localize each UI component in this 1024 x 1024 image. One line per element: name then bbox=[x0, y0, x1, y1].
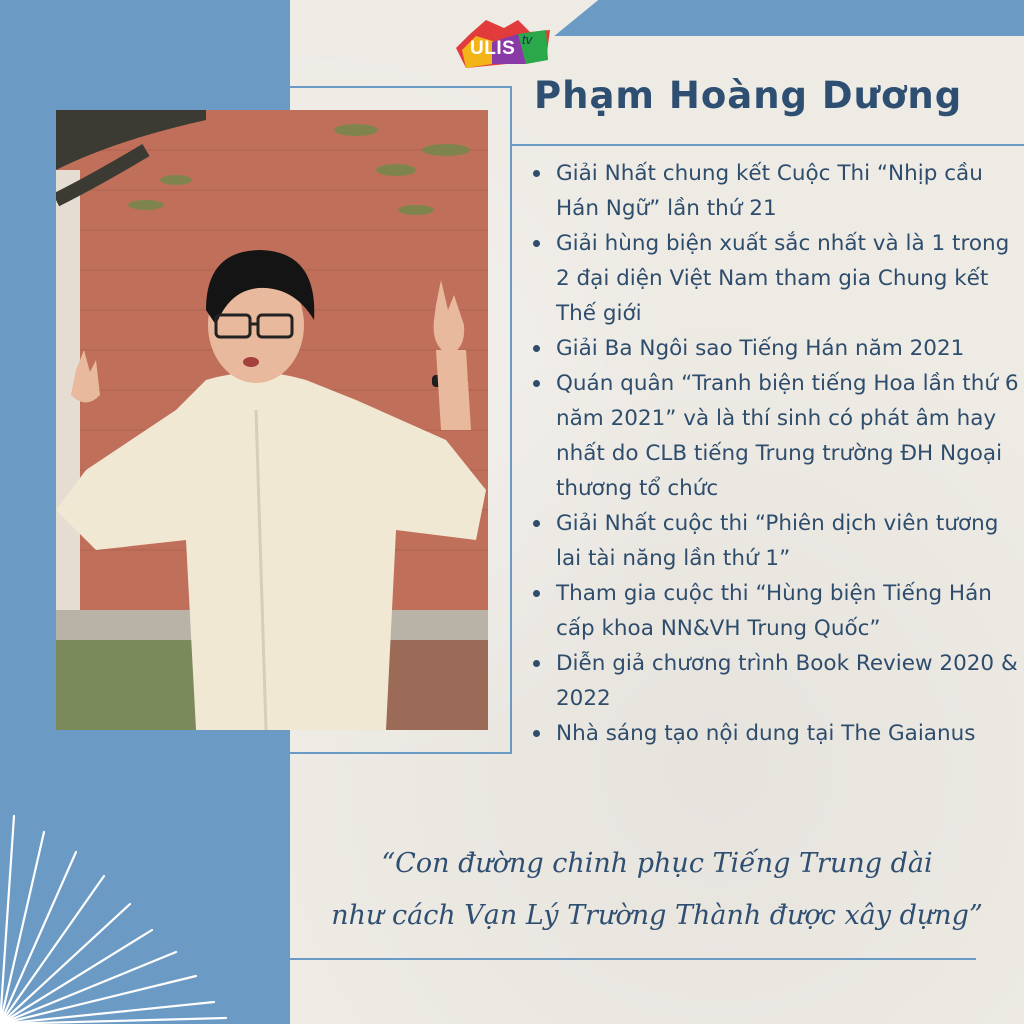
name-divider bbox=[512, 144, 1024, 146]
quote-line-2: như cách Vạn Lý Trường Thành được xây dựng” bbox=[331, 900, 983, 931]
ulis-tv-logo bbox=[456, 20, 558, 72]
logo-suffix: tv bbox=[522, 32, 533, 47]
achievement-item: Giải Nhất chung kết Cuộc Thi “Nhịp cầu Hán Ngữ” lần thứ 21 bbox=[530, 156, 1024, 226]
achievement-item: Quán quân “Tranh biện tiếng Hoa lần thứ 6 năm 2021” và là thí sinh có phát âm hay nhất do CLB tiếng Trung trường ĐH Ngoại thương tổ chức bbox=[530, 366, 1024, 506]
achievements-list bbox=[530, 156, 1024, 751]
quote-block bbox=[290, 838, 1024, 942]
achievement-item: Diễn giả chương trình Book Review 2020 & 2022 bbox=[530, 646, 1024, 716]
achievement-item: Giải hùng biện xuất sắc nhất và là 1 trong 2 đại diện Việt Nam tham gia Chung kết Thế giới bbox=[530, 226, 1024, 331]
achievement-item: Giải Ba Ngôi sao Tiếng Hán năm 2021 bbox=[530, 331, 1024, 366]
quote-divider bbox=[290, 958, 976, 960]
achievement-item: Giải Nhất cuộc thi “Phiên dịch viên tương lai tài năng lần thứ 1” bbox=[530, 506, 1024, 576]
achievement-item: Nhà sáng tạo nội dung tại The Gaianus bbox=[530, 716, 1024, 751]
profile-photo bbox=[56, 110, 488, 730]
profile-name: Phạm Hoàng Dương bbox=[534, 74, 963, 117]
quote-line-1: “Con đường chinh phục Tiếng Trung dài bbox=[381, 848, 933, 879]
sunburst-icon bbox=[0, 812, 230, 1024]
achievement-item: Tham gia cuộc thi “Hùng biện Tiếng Hán cấp khoa NN&VH Trung Quốc” bbox=[530, 576, 1024, 646]
logo-text: ULIS bbox=[470, 38, 516, 59]
